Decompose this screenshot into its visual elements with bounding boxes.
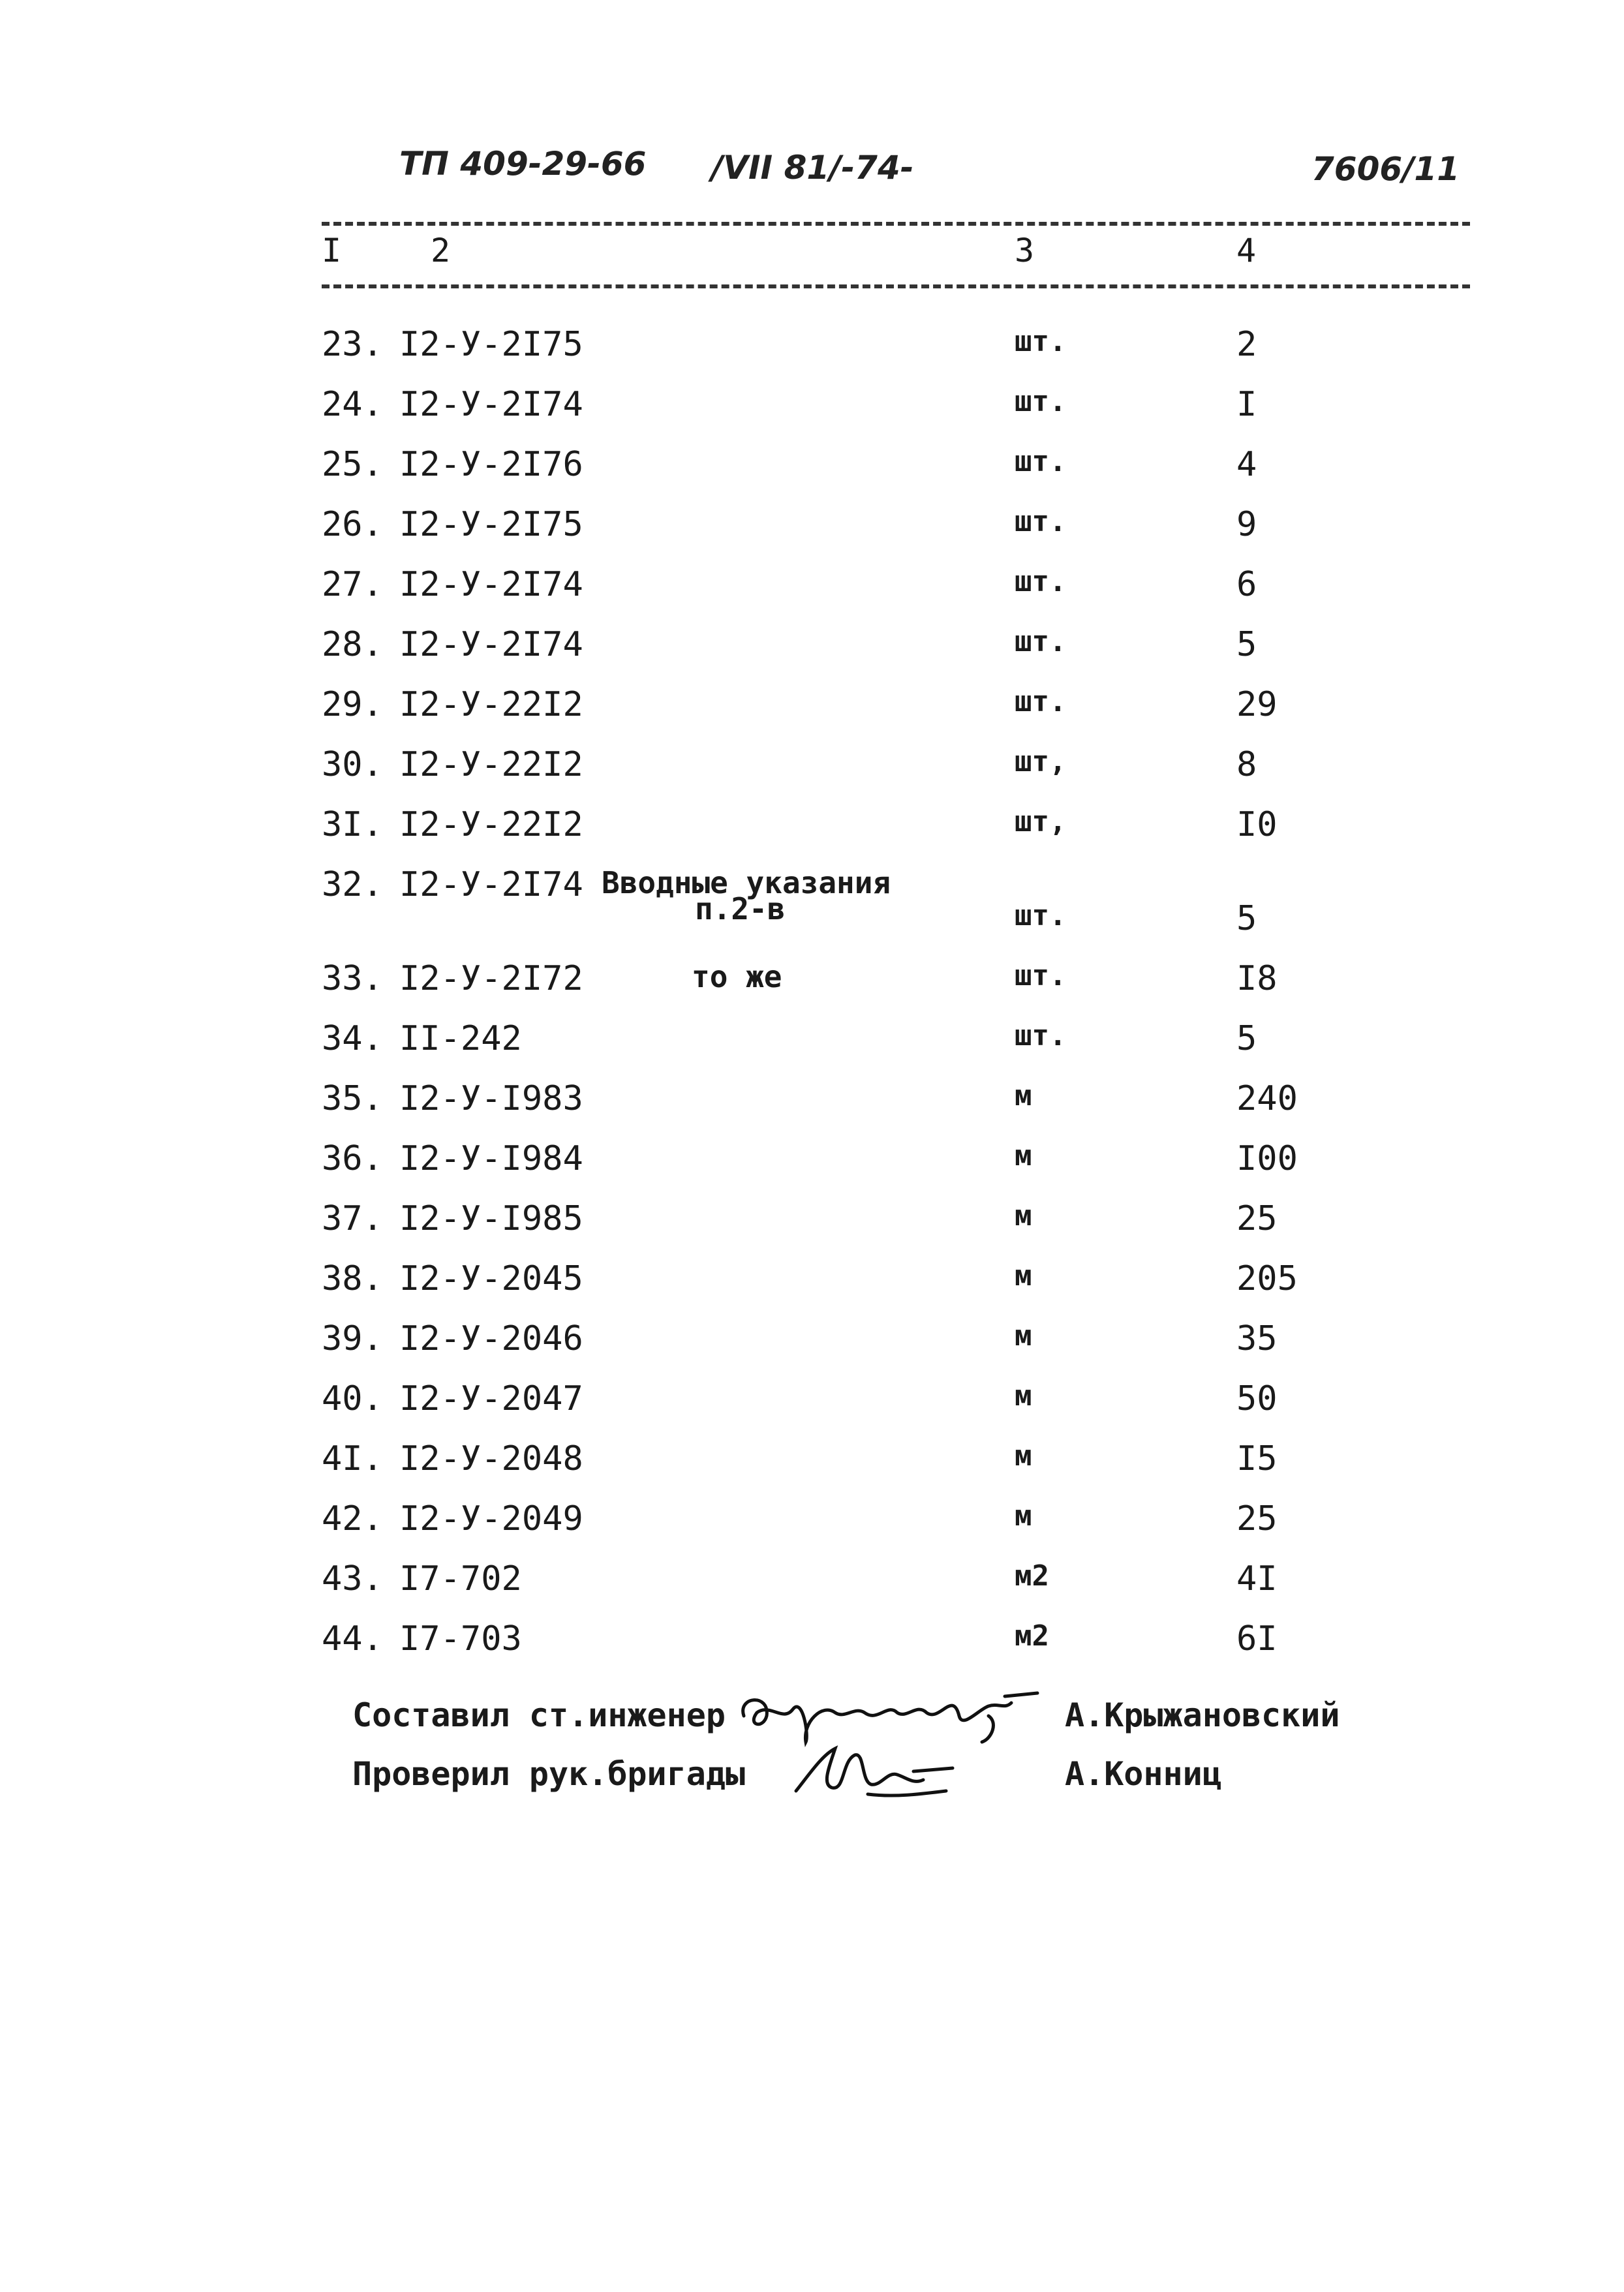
row-number: 43. (322, 1559, 383, 1598)
unit: м (1015, 1379, 1032, 1413)
row-number: 39. (322, 1319, 383, 1358)
column-header-4: 4 (1236, 232, 1257, 269)
table-row (0, 865, 1624, 956)
row-number: 24. (322, 385, 383, 424)
quantity: 25 (1236, 1199, 1278, 1238)
item-code: I2-У-2I72 (399, 959, 583, 998)
quantity: 205 (1236, 1259, 1298, 1298)
table-row (0, 1199, 1624, 1251)
row-number: 40. (322, 1379, 383, 1418)
item-code: I2-У-2I74 (399, 385, 583, 424)
table-row (0, 805, 1624, 857)
unit: м (1015, 1259, 1032, 1292)
table-row (0, 1139, 1624, 1191)
row-note: то же (692, 959, 782, 994)
unit: шт, (1015, 805, 1067, 838)
quantity: 6 (1236, 565, 1257, 604)
column-header-3: 3 (1015, 232, 1035, 269)
checked-by-label: Проверил рук.бригады (352, 1755, 746, 1793)
doc-code: ТП 409-29-66 (399, 145, 647, 183)
table-row (0, 1499, 1624, 1551)
unit: шт. (1015, 325, 1067, 358)
item-code: I2-У-2047 (399, 1379, 583, 1418)
item-code: I2-У-2I75 (399, 505, 583, 544)
table-row (0, 325, 1624, 377)
quantity: 5 (1236, 1019, 1257, 1058)
table-row (0, 959, 1624, 1011)
unit: м (1015, 1139, 1032, 1172)
table-row (0, 505, 1624, 557)
unit: м (1015, 1199, 1032, 1232)
quantity: 50 (1236, 1379, 1278, 1418)
table-row (0, 685, 1624, 737)
quantity: 4 (1236, 445, 1257, 484)
signature-checker (783, 1735, 979, 1807)
row-number: 44. (322, 1619, 383, 1658)
row-number: 42. (322, 1499, 383, 1538)
table-row (0, 385, 1624, 437)
quantity: 240 (1236, 1079, 1298, 1118)
unit: м (1015, 1499, 1032, 1533)
row-number: 3I. (322, 805, 383, 844)
volume-ref: /VII 81/-74- (711, 149, 914, 187)
compiled-by-label: Составил ст.инженер (352, 1696, 726, 1734)
quantity: 25 (1236, 1499, 1278, 1538)
item-code: I7-703 (399, 1619, 522, 1658)
checked-by-name: А.Конниц (1065, 1755, 1222, 1793)
item-code: II-242 (399, 1019, 522, 1058)
table-header-rule (322, 284, 1470, 288)
row-number: 25. (322, 445, 383, 484)
item-code: I2-У-2I75 (399, 325, 583, 364)
row-number: 23. (322, 325, 383, 364)
unit: шт, (1015, 745, 1067, 778)
item-code: I2-У-2I74 (399, 625, 583, 664)
unit: шт. (1015, 445, 1067, 478)
row-number: 35. (322, 1079, 383, 1118)
compiled-by-name: А.Крыжановский (1065, 1696, 1340, 1734)
quantity: I5 (1236, 1439, 1278, 1478)
row-number: 29. (322, 685, 383, 724)
row-note: Вводные указания (602, 865, 891, 900)
table-row (0, 625, 1624, 677)
unit: м (1015, 1439, 1032, 1473)
table-row (0, 1079, 1624, 1131)
table-row (0, 1379, 1624, 1431)
quantity: I00 (1236, 1139, 1298, 1178)
quantity: I0 (1236, 805, 1278, 844)
item-code: I2-У-2048 (399, 1439, 583, 1478)
table-row (0, 1319, 1624, 1371)
unit: м2 (1015, 1559, 1049, 1593)
item-code: I2-У-22I2 (399, 745, 583, 784)
unit: шт. (1015, 385, 1067, 418)
row-number: 34. (322, 1019, 383, 1058)
item-code: I2-У-2049 (399, 1499, 583, 1538)
quantity: 9 (1236, 505, 1257, 544)
row-number: 26. (322, 505, 383, 544)
item-code: I7-702 (399, 1559, 522, 1598)
row-number: 4I. (322, 1439, 383, 1478)
table-row (0, 745, 1624, 797)
quantity: I8 (1236, 959, 1278, 998)
unit: м2 (1015, 1619, 1049, 1653)
row-number: 27. (322, 565, 383, 604)
quantity: 35 (1236, 1319, 1278, 1358)
unit: шт. (1015, 685, 1067, 718)
row-number: 37. (322, 1199, 383, 1238)
table-row (0, 1439, 1624, 1491)
item-code: I2-У-22I2 (399, 685, 583, 724)
table-row (0, 1259, 1624, 1311)
column-header-2: 2 (431, 232, 451, 269)
row-number: 32. (322, 865, 383, 904)
table-row (0, 1559, 1624, 1612)
table-top-rule (322, 222, 1470, 226)
row-number: 38. (322, 1259, 383, 1298)
unit: шт. (1015, 959, 1067, 992)
quantity: 8 (1236, 745, 1257, 784)
quantity: 5 (1236, 625, 1257, 664)
sheet-number: 7606/11 (1311, 150, 1460, 188)
table-row (0, 1619, 1624, 1672)
table-row (0, 445, 1624, 497)
quantity: 6I (1236, 1619, 1278, 1658)
item-code: I2-У-2I74 (399, 865, 583, 904)
unit: шт. (1015, 899, 1067, 932)
unit: м (1015, 1079, 1032, 1112)
row-number: 28. (322, 625, 383, 664)
item-code: I2-У-2I74 (399, 565, 583, 604)
item-code: I2-У-I984 (399, 1139, 583, 1178)
quantity: I (1236, 385, 1257, 424)
table-row (0, 1019, 1624, 1071)
row-number: 33. (322, 959, 383, 998)
quantity: 2 (1236, 325, 1257, 364)
quantity: 29 (1236, 685, 1278, 724)
unit: м (1015, 1319, 1032, 1352)
quantity: 4I (1236, 1559, 1278, 1598)
row-number: 36. (322, 1139, 383, 1178)
table-row (0, 565, 1624, 617)
item-code: I2-У-2I76 (399, 445, 583, 484)
item-code: I2-У-I985 (399, 1199, 583, 1238)
unit: шт. (1015, 625, 1067, 658)
item-code: I2-У-2046 (399, 1319, 583, 1358)
item-code: I2-У-2045 (399, 1259, 583, 1298)
row-number: 30. (322, 745, 383, 784)
unit: шт. (1015, 565, 1067, 598)
unit: шт. (1015, 1019, 1067, 1052)
item-code: I2-У-22I2 (399, 805, 583, 844)
item-code: I2-У-I983 (399, 1079, 583, 1118)
row-note-secondary: п.2-в (695, 891, 786, 926)
unit: шт. (1015, 505, 1067, 538)
column-header-1: I (322, 232, 342, 269)
quantity: 5 (1236, 899, 1257, 938)
